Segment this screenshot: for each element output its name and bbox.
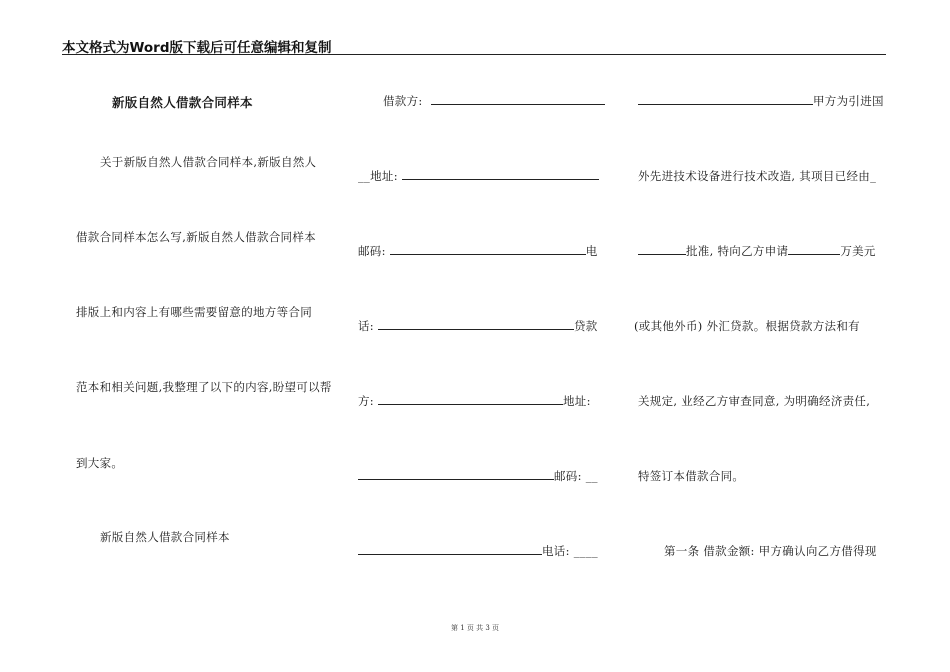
postcode-field: [358, 243, 598, 259]
field-label: 方:: [358, 394, 374, 408]
contract-text: 批准, 特向乙方申请: [686, 244, 789, 258]
section-subtitle: 新版自然人借款合同样本: [100, 530, 230, 544]
lender-phone-field: [358, 543, 598, 559]
lender-field: [358, 393, 591, 409]
fill-blank: [788, 244, 840, 255]
fill-blank: [638, 94, 813, 105]
paragraph-line: 到大家。: [76, 456, 124, 470]
paragraph-line: 范本和相关问题,我整理了以下的内容,盼望可以帮: [76, 380, 332, 394]
fill-blank: [358, 544, 542, 555]
contract-line: 关规定, 业经乙方审查同意, 为明确经济责任,: [638, 394, 871, 408]
field-label: __地址:: [358, 169, 398, 183]
fill-blank: [390, 244, 586, 255]
fill-blank: [638, 244, 686, 255]
fill-blank: [378, 319, 574, 330]
contract-clause-heading: 第一条 借款金额: 甲方确认向乙方借得现: [664, 544, 877, 558]
fill-blank: [358, 469, 554, 480]
paragraph-line: 借款合同样本怎么写,新版自然人借款合同样本: [76, 230, 316, 244]
document-header: 本文格式为Word版下载后可任意编辑和复制: [62, 40, 332, 56]
field-label: 电话: ____: [542, 544, 598, 558]
phone-field: [358, 318, 598, 334]
field-label: 地址:: [562, 394, 591, 408]
paragraph-line: 关于新版自然人借款合同样本,新版自然人: [100, 155, 317, 169]
paragraph-line: 排版上和内容上有哪些需要留意的地方等合同: [76, 305, 312, 319]
contract-text: 万美元: [840, 244, 876, 258]
contract-line: [638, 93, 884, 109]
field-label: 邮码:: [358, 244, 386, 258]
field-label: 电: [585, 244, 598, 258]
field-label: 贷款: [573, 319, 598, 333]
field-label: 话:: [358, 319, 374, 333]
page-number: 第 1 页 共 3 页: [450, 624, 500, 632]
contract-line: 外先进技术设备进行技术改造, 其项目已经由_: [638, 169, 877, 183]
contract-line: [638, 243, 876, 259]
fill-blank: [378, 394, 563, 405]
fill-blank: [402, 169, 599, 180]
header-divider: [62, 54, 886, 55]
doc-title: 新版自然人借款合同样本: [112, 95, 253, 110]
contract-text: 甲方为引进国: [813, 94, 884, 108]
address-field: [358, 168, 599, 184]
lender-postcode-field: [358, 468, 598, 484]
contract-line: (或其他外币) 外汇贷款。根据贷款方法和有: [634, 319, 860, 333]
fill-blank: [431, 94, 605, 105]
contract-line: 特签订本借款合同。: [638, 469, 745, 483]
field-label: 邮码: __: [554, 469, 598, 483]
borrower-field: [383, 93, 605, 109]
field-label: 借款方:: [383, 94, 423, 108]
